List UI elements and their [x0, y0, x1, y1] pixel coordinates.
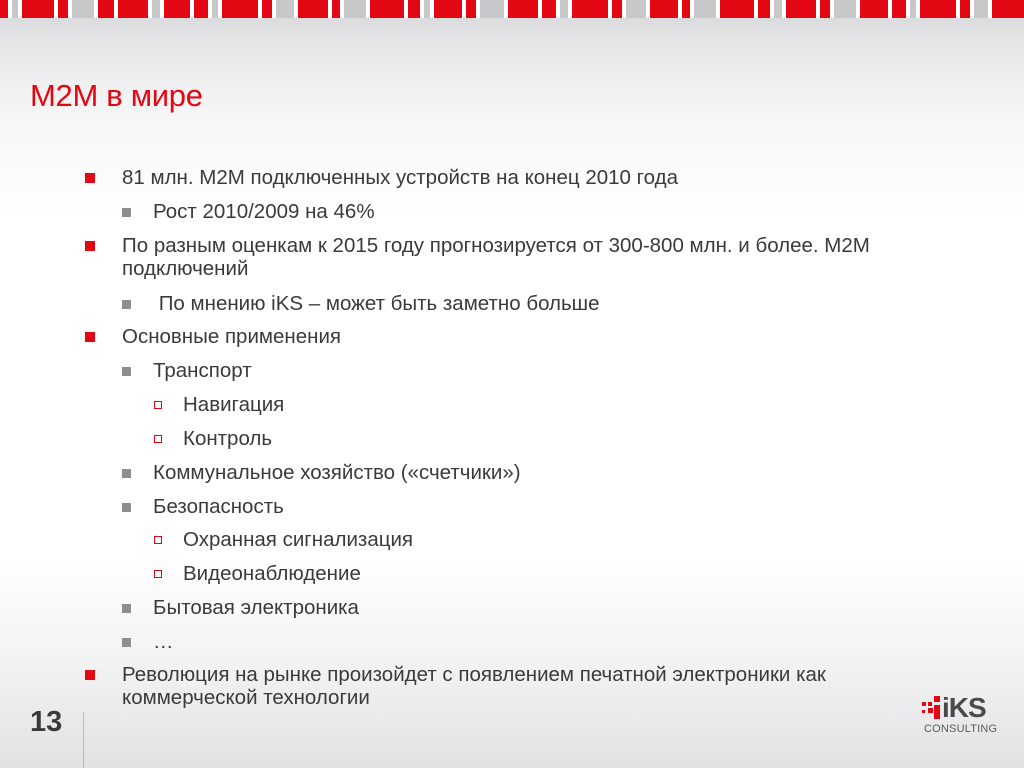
logo-dots-icon [922, 696, 944, 722]
bullet-marker-level-1 [85, 241, 95, 251]
bullet-item-line: Революция на рынке произойдет с появлением печатной электроники как [122, 663, 826, 686]
bullet-item-line: коммерческой технологии [122, 686, 370, 709]
bullet-marker-level-1 [85, 332, 95, 342]
bullet-item-level-3: Видеонаблюдение [183, 562, 361, 585]
bullet-item-level-3: Охранная сигнализация [183, 528, 414, 551]
bullet-marker-level-2 [122, 638, 131, 647]
bullet-marker-level-2 [122, 469, 131, 478]
bullet-item-level-1 [122, 663, 826, 709]
bullet-item-line: По разным оценкам к 2015 году прогнозируется от 300-800 млн. и более. М2М [122, 234, 870, 257]
bullet-item-level-2: Безопасность [153, 495, 284, 518]
bullet-item-level-2: По мнению iKS – может быть заметно больше [153, 292, 600, 315]
bullet-item-level-1: 81 млн. М2М подключенных устройств на конец 2010 года [122, 166, 678, 189]
bullet-item-level-3: Навигация [183, 393, 285, 416]
iks-consulting-logo [922, 692, 998, 740]
bullet-item-level-1: Основные применения [122, 325, 342, 348]
bullet-marker-level-2 [122, 300, 131, 309]
bullet-marker-level-3 [154, 435, 162, 443]
bullet-marker-level-2 [122, 604, 131, 613]
bullet-marker-level-1 [85, 173, 95, 183]
bullet-item-level-2: … [153, 630, 174, 653]
bullet-marker-level-3 [154, 536, 162, 544]
bullet-item-level-2: Транспорт [153, 359, 252, 382]
bullet-marker-level-3 [154, 570, 162, 578]
bullet-marker-level-1 [85, 670, 95, 680]
bullet-item-level-3: Контроль [183, 427, 273, 450]
page-number: 13 [30, 706, 63, 738]
logo-mark: iKS [942, 692, 986, 723]
bullet-item-level-1 [122, 234, 870, 280]
bullet-item-level-2: Рост 2010/2009 на 46% [153, 200, 375, 223]
bullet-item-level-2: Бытовая электроника [153, 596, 359, 619]
slide-title: М2М в мире [30, 78, 203, 113]
bullet-marker-level-2 [122, 503, 131, 512]
bullet-marker-level-2 [122, 367, 131, 376]
page-number-divider [83, 712, 84, 768]
bullet-item-level-2: Коммунальное хозяйство («счетчики») [153, 461, 521, 484]
bullet-item-line: подключений [122, 257, 249, 280]
logo-subtitle: CONSULTING [924, 723, 998, 735]
bullet-marker-level-3 [154, 401, 162, 409]
bullet-marker-level-2 [122, 208, 131, 217]
